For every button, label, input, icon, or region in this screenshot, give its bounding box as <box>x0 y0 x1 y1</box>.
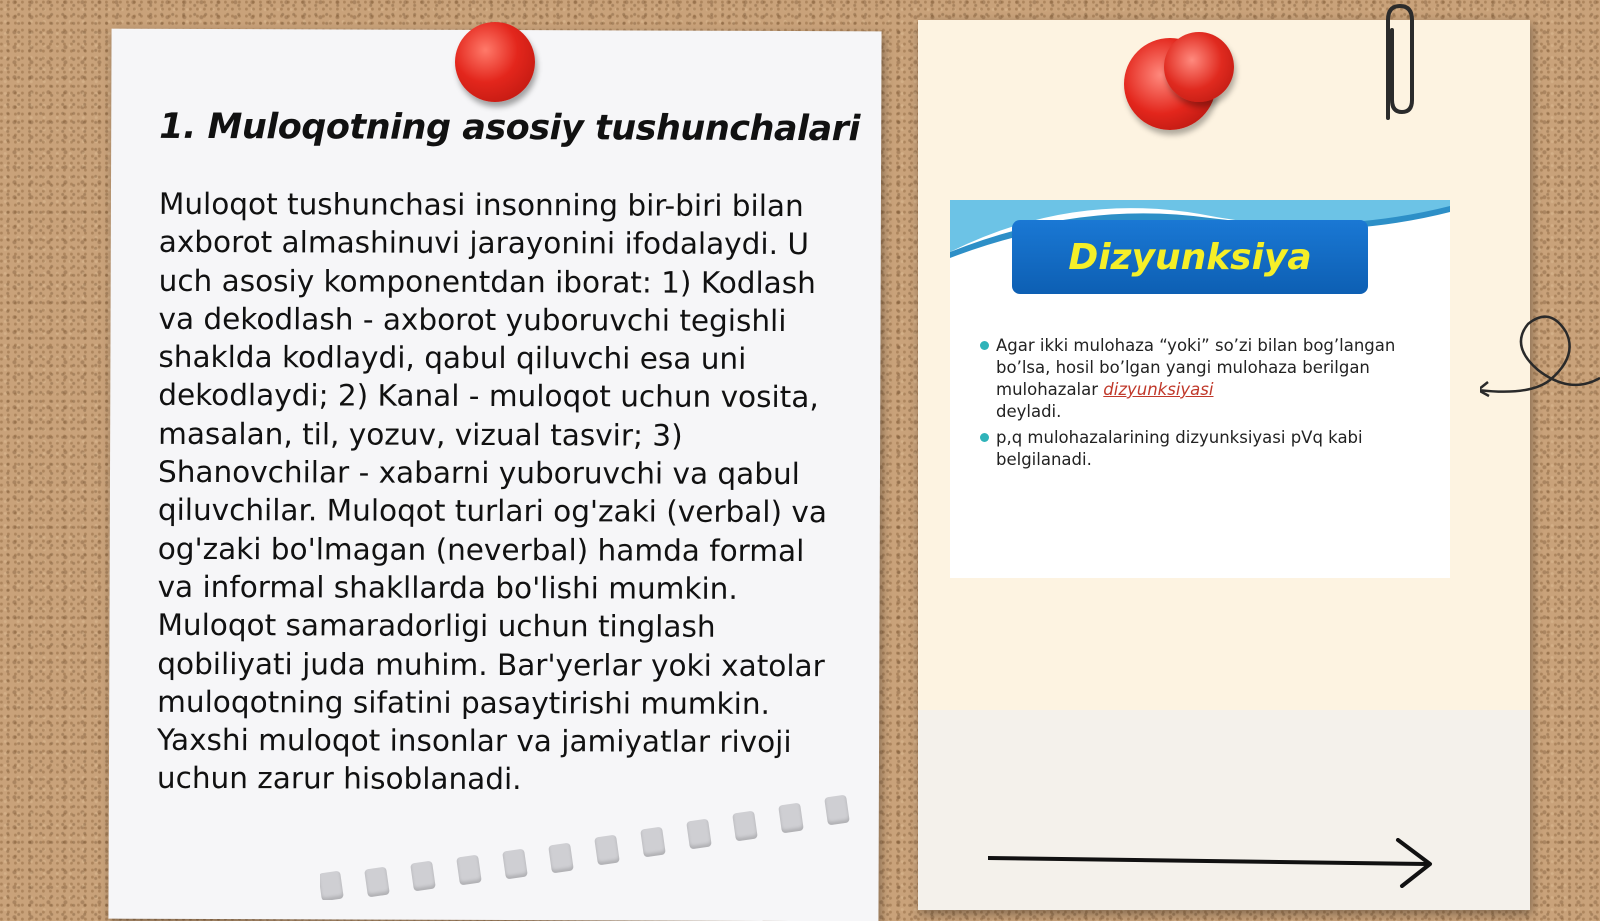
card-title: 1. Muloqotning asosiy tushunchalari <box>159 106 861 150</box>
paper-tab <box>640 827 666 858</box>
paper-tab <box>778 803 804 834</box>
term-link[interactable]: dizyunksiyasi <box>1103 380 1214 399</box>
paper-tab <box>456 855 482 886</box>
list-item <box>980 427 1425 471</box>
list-item <box>980 335 1425 423</box>
arrow-right-icon[interactable] <box>988 838 1448 888</box>
card-body-text: Muloqot tushunchasi insonning bir-biri bilan axborot almashinuvi jarayonini ifodalaydi. U uch asosiy komponentdan iborat: 1) Kodlash va dekodlash - axborot yuboruvchi tegishli shaklda kodlaydi, qabul qiluvchi esa uni dekodlaydi; 2) Kanal - muloqot uchun vosita, masalan, til, yozuv, vizual tasvir; 3) Shanovchilar - xabarni yuboruvchi va qabul qiluvchilar. Muloqot turlari og'zaki (verbal) va og'zaki bo'lmagan (neverbal) hamda formal va informal shakllarda bo'lishi mumkin. Muloqot samaradorligi uchun tinglash qobiliyati juda muhim. Bar'yerlar yoki xatolar muloqotning sifatini pasaytirishi mumkin. Yaxshi muloqot insonlar va jamiyatlar rivoji uchun zarur hisoblanadi. <box>156 186 828 797</box>
paperclip-icon <box>1370 0 1420 130</box>
paper-tab <box>732 811 758 842</box>
scribble-decoration <box>1480 310 1600 410</box>
slide-bullet-list <box>980 335 1425 475</box>
paper-tab <box>824 795 850 826</box>
note-card-left <box>108 29 881 921</box>
paper-tab <box>320 871 344 900</box>
paper-tab <box>502 849 528 880</box>
paper-tab <box>594 835 620 866</box>
pushpin-icon <box>1164 32 1234 102</box>
paper-tab <box>548 843 574 874</box>
bullet-text: p,q mulohazalarining dizyunksiyasi pVq kabi belgilanadi. <box>996 428 1363 469</box>
note-card-right <box>918 20 1530 910</box>
paper-tab <box>364 867 390 898</box>
torn-paper-tabs <box>320 790 880 900</box>
bullet-text: Agar ikki mulohaza “yoki” so’zi bilan bog’langan bo’lsa, hosil bo’lgan yangi mulohaza berilgan mulohazalar <box>996 336 1396 399</box>
slide-image <box>950 200 1450 578</box>
paper-tab <box>410 861 436 892</box>
paper-tab <box>686 819 712 850</box>
bullet-icon <box>980 341 989 350</box>
bullet-icon <box>980 433 989 442</box>
bullet-text-tail: deyladi. <box>996 402 1062 421</box>
slide-title: Dizyunksiya <box>1012 220 1368 294</box>
pushpin-icon <box>455 22 535 102</box>
